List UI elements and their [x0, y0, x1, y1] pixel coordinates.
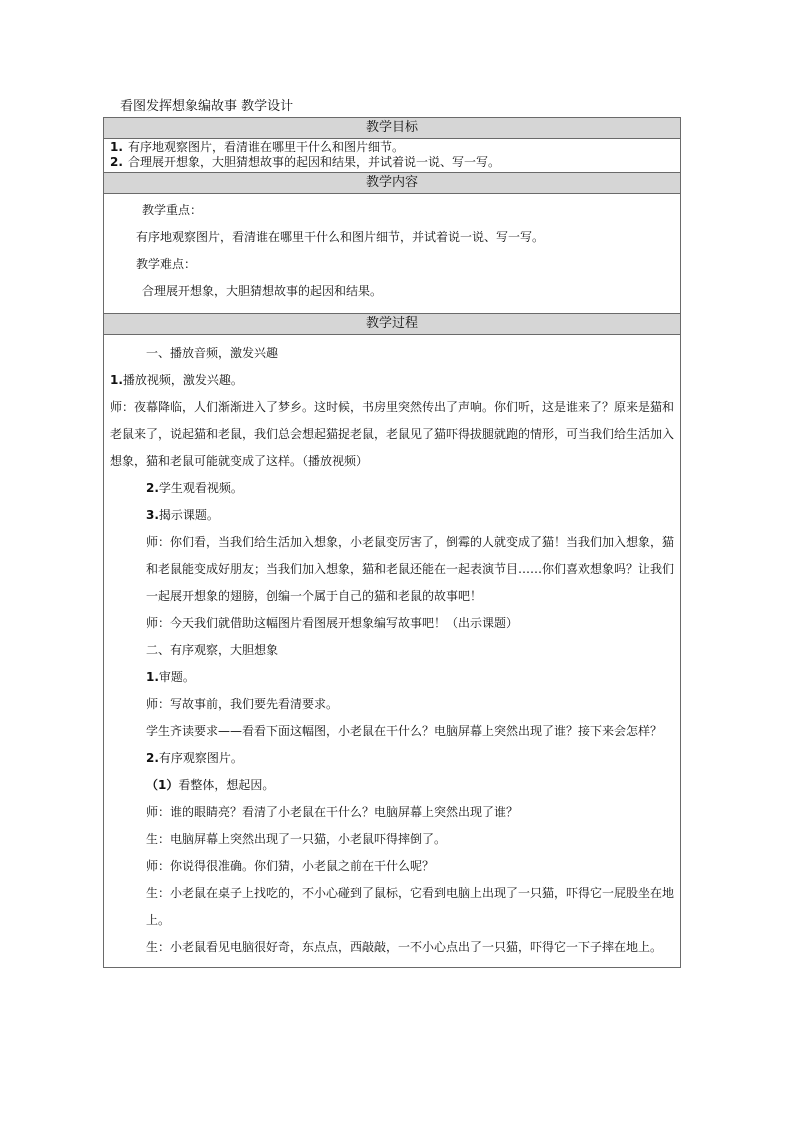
process-paragraph: 师：谁的眼睛亮？看清了小老鼠在干什么？电脑屏幕上突然出现了谁？ [146, 805, 519, 819]
process-step [110, 367, 674, 394]
goal-item [110, 155, 674, 170]
step-text: 播放视频，激发兴趣。 [122, 373, 243, 387]
process-step [110, 745, 674, 772]
step-number: 2. [146, 481, 159, 495]
process-paragraph: 师：你们看，当我们给生活加入想象，小老鼠变厉害了，倒霉的人就变成了猫！当我们加入想象，猫和老鼠能变成好朋友；当我们加入想象，猫和老鼠还能在一起表演节目……你们喜欢想象吗？让我们一起展开想象的翅膀，创编一个属于自己的猫和老鼠的故事吧！ [146, 535, 674, 603]
process-paragraph: 师：写故事前，我们要先看清要求。 [146, 697, 339, 711]
process-paragraph: 师：今天我们就借助这幅图片看图展开想象编写故事吧！（出示课题） [146, 616, 519, 630]
process-heading-1: 一、播放音频，激发兴趣 [146, 346, 279, 360]
process-step [110, 475, 674, 502]
goals-list [104, 139, 680, 172]
goal-text: 有序地观察图片，看清谁在哪里干什么和图片细节。 [128, 140, 405, 154]
goal-number: 2. [110, 155, 123, 169]
process-step [110, 772, 674, 799]
step-text: 有序观察图片。 [158, 751, 243, 765]
key-point-label: 教学重点： [142, 203, 203, 217]
process-header: 教学过程 [104, 313, 680, 335]
step-text: 揭示课题。 [158, 508, 219, 522]
step-text: 审题。 [158, 670, 195, 684]
goals-header: 教学目标 [104, 118, 680, 139]
step-number: 1. [146, 670, 159, 684]
step-number: （1） [146, 778, 179, 792]
content-header: 教学内容 [104, 172, 680, 194]
process-paragraph: 学生齐读要求——看看下面这幅图，小老鼠在干什么？电脑屏幕上突然出现了谁？接下来会怎样？ [146, 724, 663, 738]
content-body [104, 194, 680, 313]
process-paragraph: 师：夜幕降临，人们渐渐进入了梦乡。这时候，书房里突然传出了声响。你们听，这是谁来了？原来是猫和老鼠来了，说起猫和老鼠，我们总会想起猫捉老鼠，老鼠见了猫吓得拔腿就跑的情形，可当我们给生活加入想象，猫和老鼠可能就变成了这样。（播放视频） [110, 400, 674, 468]
process-paragraph: 生：小老鼠看见电脑很好奇，东点点，西敲敲，一不小心点出了一只猫，吓得它一下子摔在地上。 [146, 940, 663, 954]
step-text: 学生观看视频。 [158, 481, 243, 495]
goal-number: 1. [110, 140, 123, 154]
step-number: 3. [146, 508, 159, 522]
key-point-text: 有序地观察图片，看清谁在哪里干什么和图片细节，并试着说一说、写一写。 [136, 230, 545, 244]
goal-text: 合理展开想象，大胆猜想故事的起因和结果，并试着说一说、写一写。 [128, 155, 501, 169]
process-paragraph: 师：你说得很准确。你们猜，小老鼠之前在干什么呢？ [146, 859, 435, 873]
process-paragraph: 生：电脑屏幕上突然出现了一只猫，小老鼠吓得摔倒了。 [146, 832, 447, 846]
step-number: 2. [146, 751, 159, 765]
difficulty-text: 合理展开想象，大胆猜想故事的起因和结果。 [142, 284, 383, 298]
document-title: 看图发挥想象编故事 教学设计 [120, 99, 294, 114]
process-step [110, 664, 674, 691]
lesson-plan-table [103, 117, 681, 968]
step-text: 看整体，想起因。 [178, 778, 275, 792]
process-body [104, 335, 680, 967]
process-step [110, 502, 674, 529]
difficulty-label: 教学难点： [136, 257, 197, 271]
step-number: 1. [110, 373, 123, 387]
process-paragraph: 生：小老鼠在桌子上找吃的，不小心碰到了鼠标，它看到电脑上出现了一只猫，吓得它一屁股坐在地上。 [146, 886, 674, 927]
goal-item [110, 140, 674, 155]
process-heading-2: 二、有序观察，大胆想象 [146, 643, 279, 657]
